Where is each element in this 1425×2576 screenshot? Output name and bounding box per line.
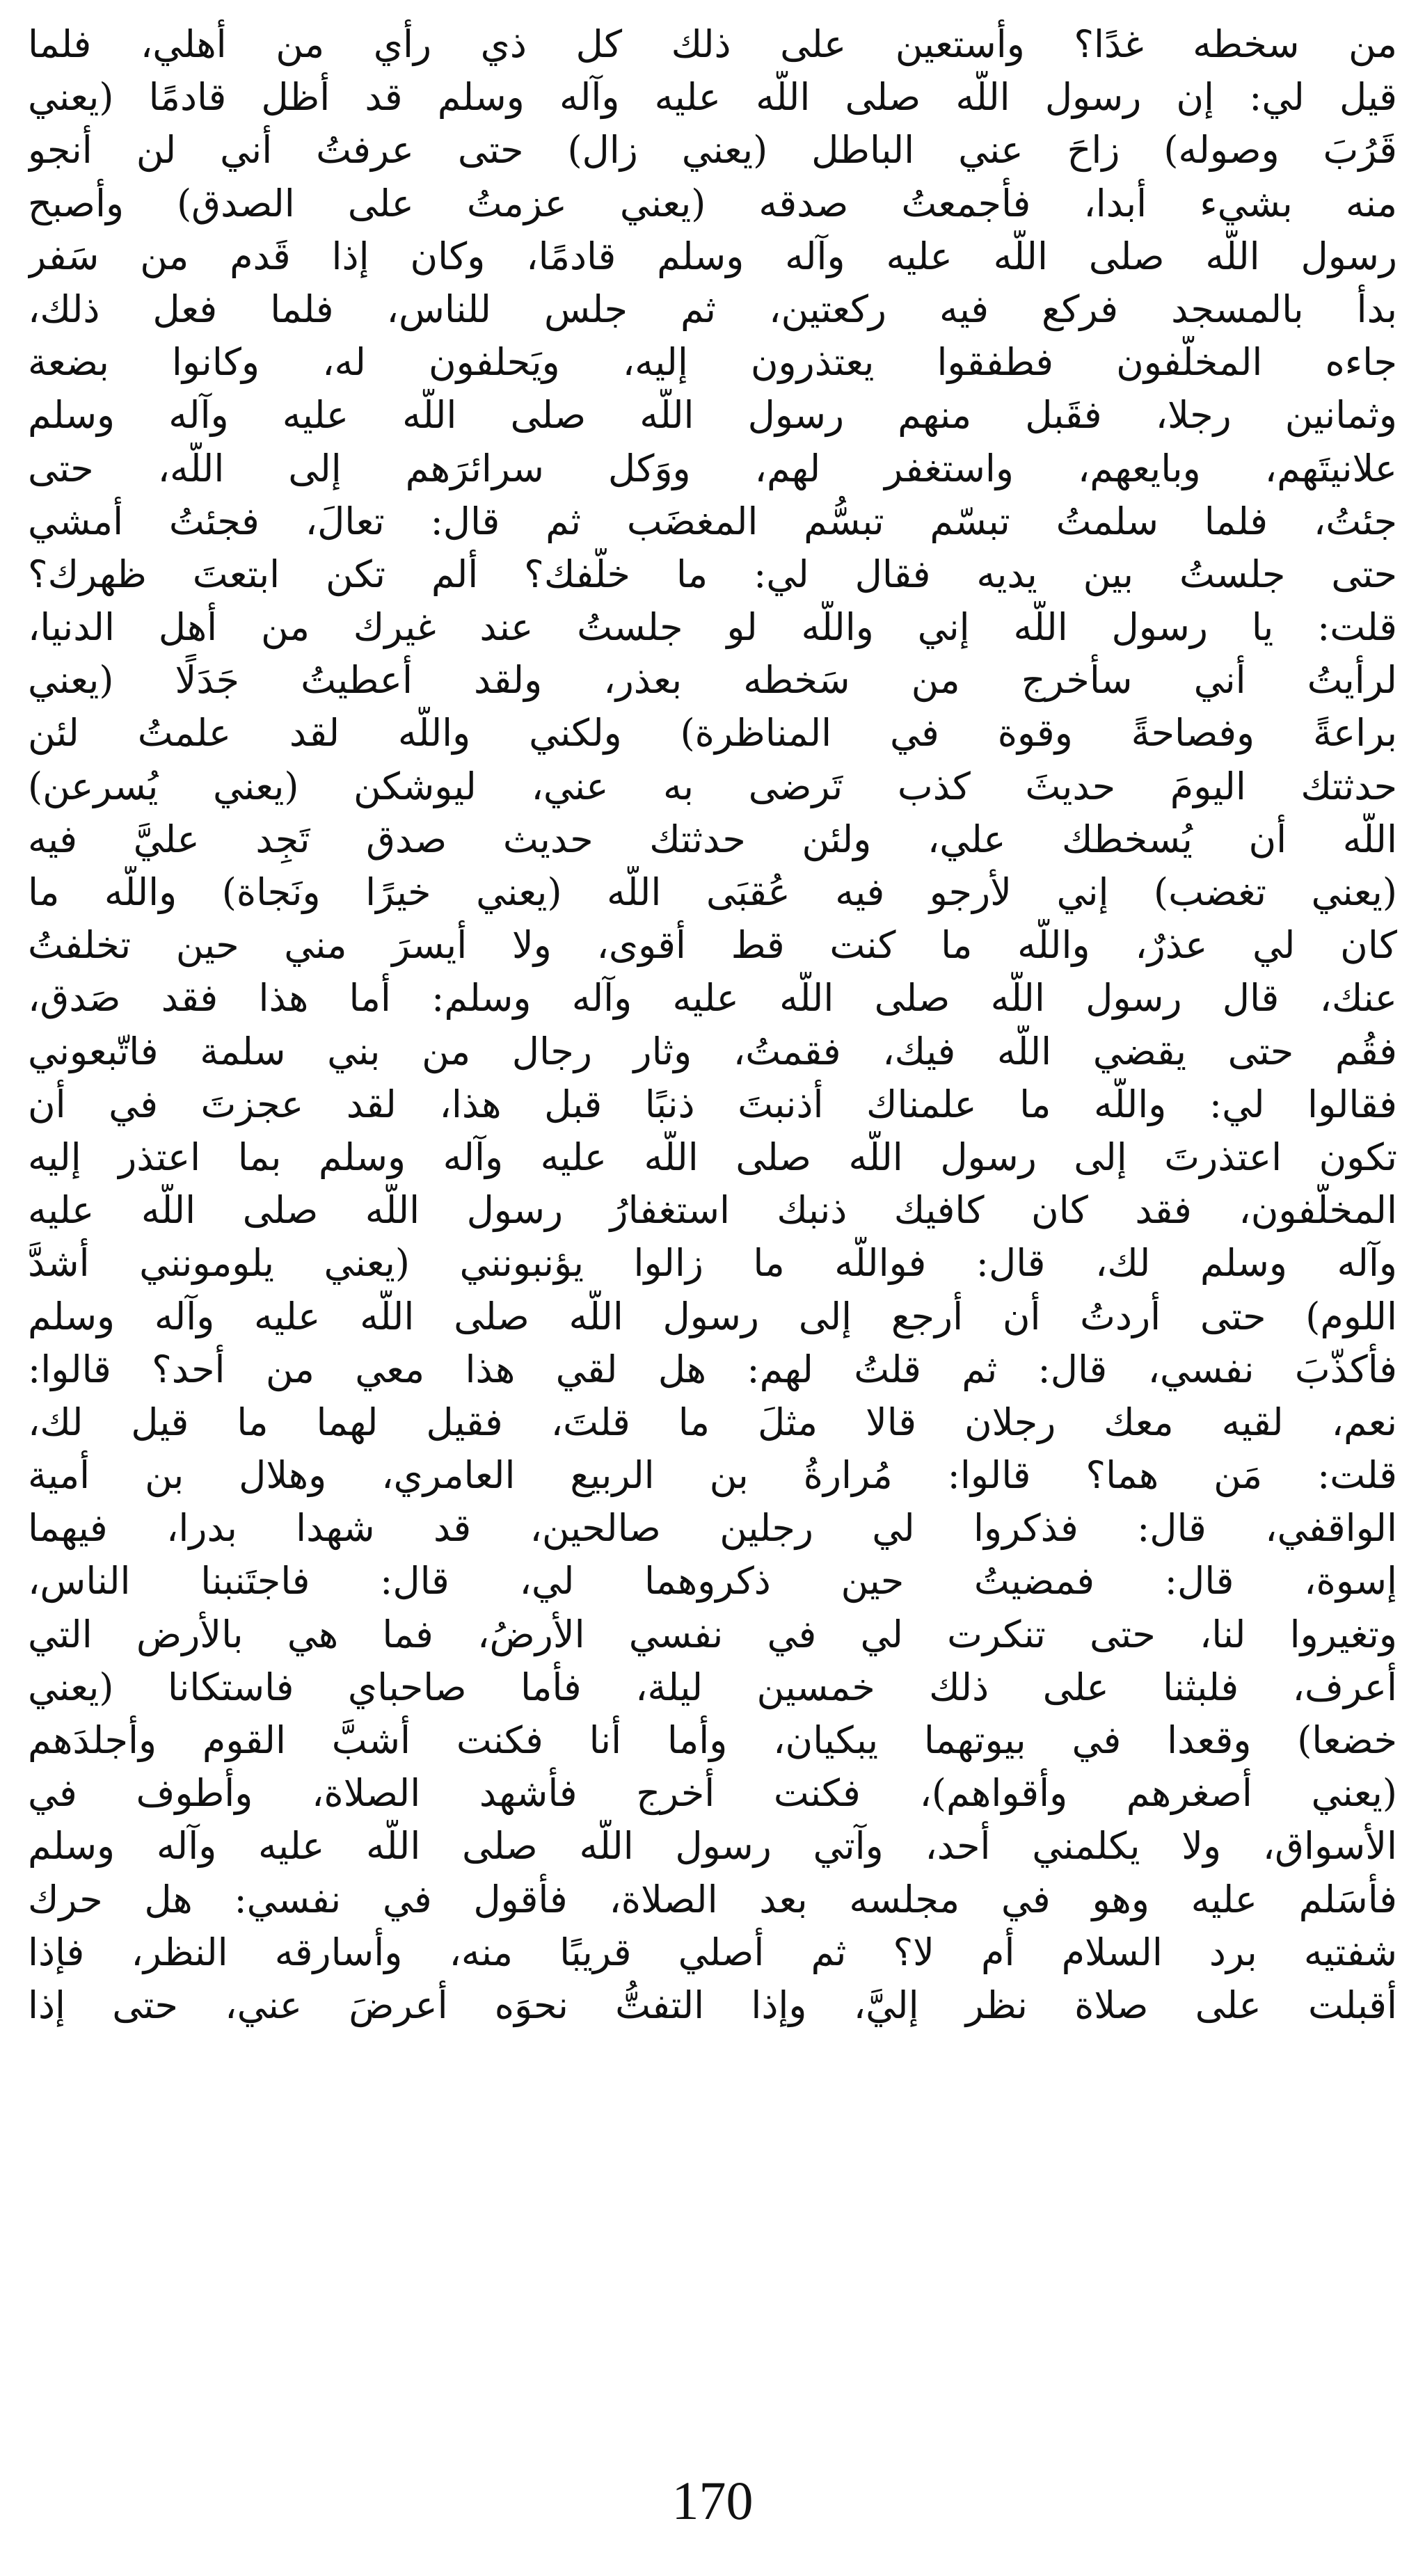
text-line: وتغيروا لنا، حتى تنكرت لي في نفسي الأرضُ، فما هي بالأرض التي bbox=[28, 1612, 1397, 1656]
text-line: وآله وسلم لك، قال: فواللّه ما زالوا يؤنبونني (يعني يلومونني أشدَّ bbox=[28, 1241, 1397, 1286]
text-line: قلت: مَن هما؟ قالوا: مُرارةُ بن الربيع العامري، وهلال بن أمية bbox=[28, 1453, 1397, 1498]
text-line: أعرف، فلبثنا على ذلك خمسين ليلة، فأما صاحباي فاستكانا (يعني bbox=[28, 1665, 1397, 1709]
text-line: منه بشيء أبدا، فأجمعتُ صدقه (يعني عزمتُ على الصدق) وأصبح bbox=[28, 181, 1397, 225]
page-number: 170 bbox=[671, 2470, 754, 2531]
text-line: شفتيه برد السلام أم لا؟ ثم أصلي قريبًا منه، وأسارقه النظر، فإذا bbox=[28, 1930, 1397, 1974]
text-line: فقالوا لي: واللّه ما علمناك أذنبتَ ذنبًا قبل هذا، لقد عجزتَ في أن bbox=[28, 1082, 1397, 1126]
text-line: خضعا) وقعدا في بيوتهما يبكيان، وأما أنا فكنت أشبَّ القوم وأجلدَهم bbox=[28, 1718, 1397, 1762]
text-line: فأكذّبَ نفسي، قال: ثم قلتُ لهم: هل لقي هذا معي من أحد؟ قالوا: bbox=[28, 1347, 1397, 1391]
text-line: فأسَلم عليه وهو في مجلسه بعد الصلاة، فأقول في نفسي: هل حرك bbox=[28, 1877, 1397, 1921]
text-line: اللوم) حتى أردتُ أن أرجع إلى رسول اللّه صلى اللّه عليه وآله وسلم bbox=[28, 1294, 1397, 1338]
text-line: (يعني أصغرهم وأقواهم)، فكنت أخرج فأشهد الصلاة، وأطوف في bbox=[28, 1771, 1397, 1816]
text-line: قَرُبَ وصوله) زاحَ عني الباطل (يعني زال) حتى عرفتُ أني لن أنجو bbox=[28, 128, 1397, 173]
text-line: كان لي عذرٌ، واللّه ما كنت قط أقوى، ولا أيسرَ مني حين تخلفتُ bbox=[28, 923, 1397, 968]
text-line: من سخطه غدًا؟ وأستعين على ذلك كل ذي رأي من أهلي، فلما bbox=[28, 22, 1397, 66]
text-line: حتى جلستُ بين يديه فقال لي: ما خلّفك؟ ألم تكن ابتعتَ ظهرك؟ bbox=[28, 552, 1397, 596]
text-line: لرأيتُ أني سأخرج من سَخطه بعذر، ولقد أعطيتُ جَدَلًا (يعني bbox=[28, 658, 1397, 703]
text-line: أقبلت على صلاة نظر إليَّ، وإذا التفتُّ نحوَه أعرضَ عني، حتى إذا bbox=[28, 1983, 1397, 2027]
text-line: وثمانين رجلا، فقَبل منهم رسول اللّه صلى اللّه عليه وآله وسلم bbox=[28, 393, 1397, 438]
text-line: علانيتَهم، وبايعهم، واستغفر لهم، ووَكل سرائرَهم إلى اللّه، حتى bbox=[28, 446, 1397, 490]
text-line: عنك، قال رسول اللّه صلى اللّه عليه وآله وسلم: أما هذا فقد صَدق، bbox=[28, 976, 1397, 1021]
text-line: براعةً وفصاحةً وقوة في المناظرة) ولكني واللّه لقد علمتُ لئن bbox=[28, 711, 1397, 755]
text-line: رسول اللّه صلى اللّه عليه وآله وسلم قادمًا، وكان إذا قَدم من سَفر bbox=[28, 234, 1397, 278]
text-line: جئتُ، فلما سلمتُ تبسّم تبسُّم المغضَب ثم قال: تعالَ، فجئتُ أمشي bbox=[28, 499, 1397, 543]
text-line: (يعني تغضب) إني لأرجو فيه عُقبَى اللّه (يعني خيرًا ونَجاة) واللّه ما bbox=[28, 870, 1397, 914]
text-line: المخلّفون، فقد كان كافيك ذنبك استغفارُ رسول اللّه صلى اللّه عليه bbox=[28, 1188, 1397, 1233]
text-line: اللّه أن يُسخطك علي، ولئن حدثتك حديث صدق تَجِد عليَّ فيه bbox=[28, 817, 1397, 861]
text-line: تكون اعتذرتَ إلى رسول اللّه صلى اللّه عليه وآله وسلم بما اعتذر إليه bbox=[28, 1135, 1397, 1179]
body-text bbox=[28, 18, 1397, 2032]
text-line: الأسواق، ولا يكلمني أحد، وآتي رسول اللّه صلى اللّه عليه وآله وسلم bbox=[28, 1824, 1397, 1869]
text-line: فقُم حتى يقضي اللّه فيك، فقمتُ، وثار رجال من بني سلمة فاتّبعوني bbox=[28, 1029, 1397, 1073]
text-line: إسوة، قال: فمضيتُ حين ذكروهما لي، قال: فاجتَنبنا الناس، bbox=[28, 1559, 1397, 1603]
text-line: حدثتك اليومَ حديثَ كذب تَرضى به عني، ليوشكن (يعني يُسرعن) bbox=[28, 764, 1397, 808]
text-line: بدأ بالمسجد فركع فيه ركعتين، ثم جلس للناس، فلما فعل ذلك، bbox=[28, 287, 1397, 331]
text-line: قلت: يا رسول اللّه إني واللّه لو جلستُ عند غيرك من أهل الدنيا، bbox=[28, 605, 1397, 650]
text-line: الواقفي، قال: فذكروا لي رجلين صالحين، قد شهدا بدرا، فيهما bbox=[28, 1506, 1397, 1551]
text-line: قيل لي: إن رسول اللّه صلى اللّه عليه وآله وسلم قد أظل قادمًا (يعني bbox=[28, 75, 1397, 120]
text-line: جاءه المخلّفون فطفقوا يعتذرون إليه، ويَحلفون له، وكانوا بضعة bbox=[28, 340, 1397, 385]
text-line: نعم، لقيه معك رجلان قالا مثلَ ما قلتَ، فقيل لهما ما قيل لك، bbox=[28, 1400, 1397, 1444]
